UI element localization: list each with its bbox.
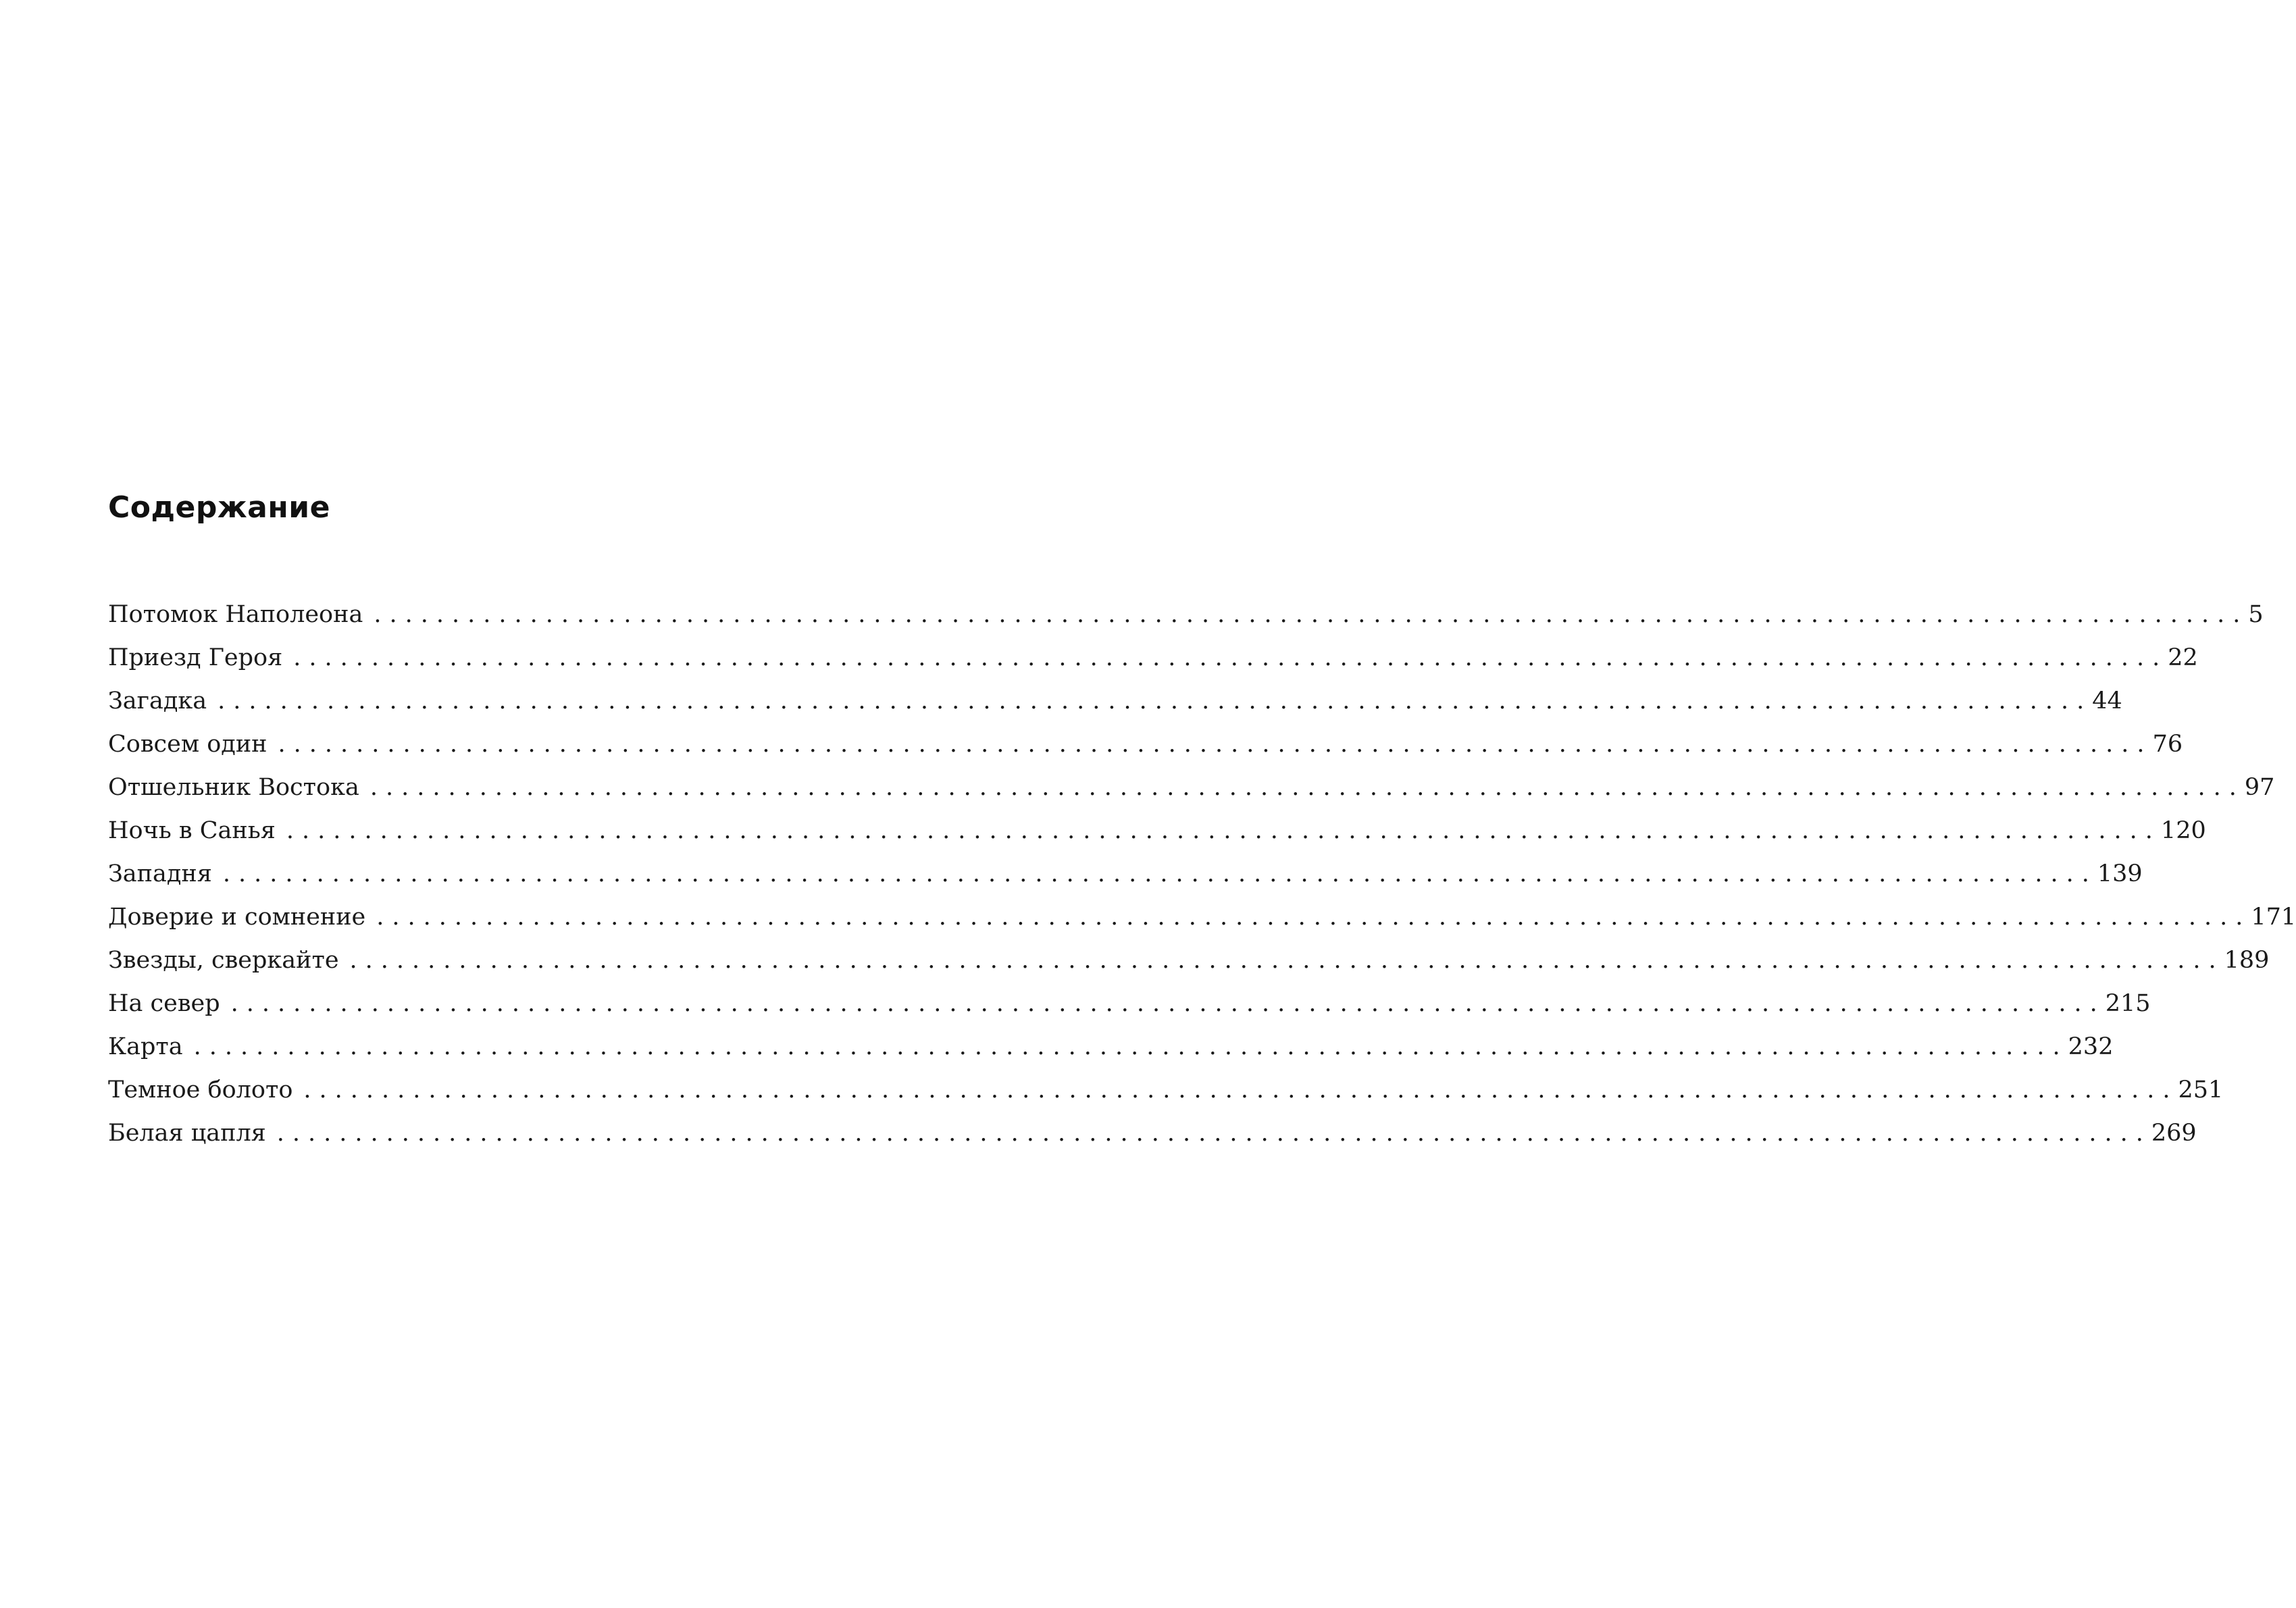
toc-entry xyxy=(108,684,2122,727)
toc-entry-title: Темное болото xyxy=(108,1077,293,1104)
toc-entry xyxy=(108,1116,2197,1160)
toc-entry-title: Доверие и сомнение xyxy=(108,904,366,931)
dot-leader: ........................................................................................................................ xyxy=(349,947,2224,974)
toc-entry-title: Белая цапля xyxy=(108,1120,266,1147)
toc-page-number: 139 xyxy=(2097,860,2143,887)
table-of-contents xyxy=(108,598,2296,1160)
toc-entry-title: Потомок Наполеона xyxy=(108,601,363,628)
toc-page-number: 232 xyxy=(2068,1033,2114,1060)
dot-leader: ........................................................................................................................ xyxy=(293,644,2168,671)
toc-page-number: 171 xyxy=(2251,904,2296,931)
toc-entry-title: Отшельник Востока xyxy=(108,774,359,801)
toc-entry xyxy=(108,1073,2224,1116)
toc-entry-title: Звезды, сверкайте xyxy=(108,947,339,974)
toc-entry-title: Западня xyxy=(108,860,212,887)
toc-entry-title: Загадка xyxy=(108,688,207,715)
toc-heading: Содержание xyxy=(108,490,330,525)
toc-page-number: 76 xyxy=(2152,731,2183,758)
toc-entry-title: На север xyxy=(108,990,220,1017)
toc-page-number: 251 xyxy=(2178,1077,2224,1104)
toc-entry xyxy=(108,857,2143,900)
toc-entry-title: Ночь в Санья xyxy=(108,817,276,844)
dot-leader: ........................................................................................................................ xyxy=(193,1033,2068,1060)
toc-entry xyxy=(108,1030,2114,1073)
dot-leader: ........................................................................................................................ xyxy=(222,860,2097,887)
toc-entry-title: Совсем один xyxy=(108,731,267,758)
toc-page-number: 5 xyxy=(2248,601,2264,628)
toc-page-number: 189 xyxy=(2224,947,2270,974)
dot-leader: ........................................................................................................................ xyxy=(376,904,2251,931)
toc-entry xyxy=(108,727,2183,771)
dot-leader: ........................................................................................................................ xyxy=(303,1077,2178,1104)
dot-leader: ........................................................................................................................ xyxy=(374,601,2249,628)
dot-leader: ........................................................................................................................ xyxy=(230,990,2106,1017)
dot-leader: ........................................................................................................................ xyxy=(369,774,2245,801)
toc-page-number: 269 xyxy=(2151,1120,2197,1147)
toc-entry xyxy=(108,641,2198,684)
toc-entry-title: Карта xyxy=(108,1033,183,1060)
toc-entry xyxy=(108,900,2296,943)
dot-leader: ........................................................................................................................ xyxy=(218,688,2093,715)
toc-page-number: 120 xyxy=(2160,817,2206,844)
toc-page-number: 44 xyxy=(2092,688,2122,715)
toc-entry xyxy=(108,987,2151,1030)
toc-entry xyxy=(108,943,2270,987)
toc-page-number: 22 xyxy=(2168,644,2198,671)
toc-page-number: 215 xyxy=(2105,990,2151,1017)
toc-entry xyxy=(108,814,2206,857)
dot-leader: ........................................................................................................................ xyxy=(276,1120,2151,1147)
toc-entry-title: Приезд Героя xyxy=(108,644,283,671)
toc-page-number: 97 xyxy=(2244,774,2275,801)
toc-entry xyxy=(108,598,2264,641)
toc-entry xyxy=(108,771,2275,814)
dot-leader: ........................................................................................................................ xyxy=(286,817,2161,844)
dot-leader: ........................................................................................................................ xyxy=(278,731,2153,758)
